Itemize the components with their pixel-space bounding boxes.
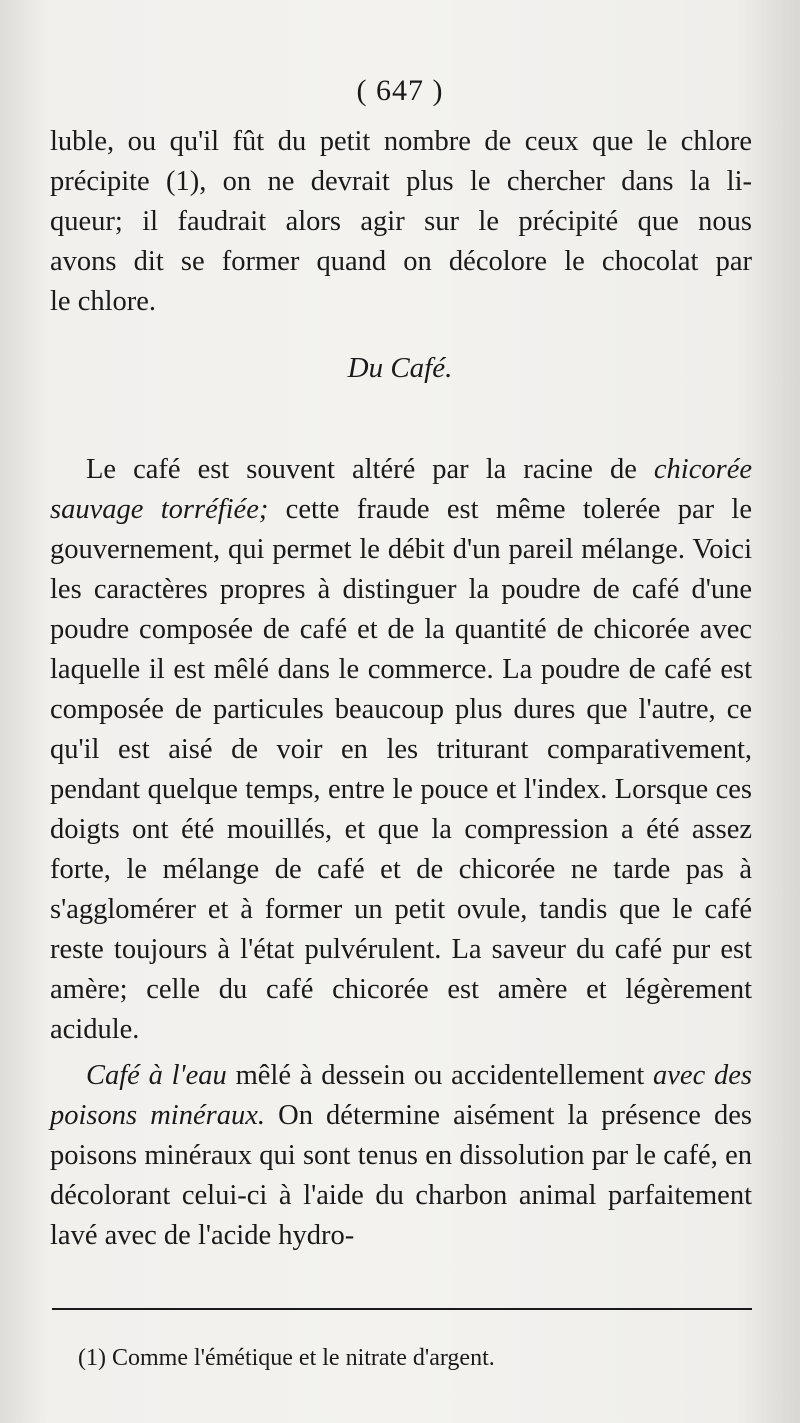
text-line: le chlore. bbox=[50, 286, 157, 317]
text-line: précipite (1), on ne devrait plus le chercher dans la li- bbox=[50, 166, 752, 197]
paragraph-cafe bbox=[50, 450, 752, 1050]
footnote-divider bbox=[52, 1308, 752, 1310]
italic-term: Café à l'eau bbox=[86, 1060, 227, 1091]
paragraph-poisons bbox=[50, 1056, 752, 1256]
page-number: ( 647 ) bbox=[356, 74, 444, 107]
paragraph-continuation bbox=[50, 122, 752, 322]
text-line: avons dit se former quand on décolore le chocolat par bbox=[50, 246, 752, 277]
paragraph-middle: mêlé à dessein ou accidentellement bbox=[235, 1060, 645, 1091]
italic-term: avec des poisons minéraux. bbox=[50, 1060, 753, 1131]
section-heading: Du Café. bbox=[347, 352, 453, 384]
italic-term: chicorée sauvage torréfiée; bbox=[50, 454, 753, 525]
footnote: (1) Comme l'émétique et le nitrate d'argent. bbox=[78, 1345, 495, 1371]
paragraph-body: On détermine aisément la présence des poisons minéraux qui sont tenus en dissolution par le café, en décolorant celui-ci à l'aide du charbon animal parfaitement lavé avec de l'acide hydro- bbox=[50, 1100, 752, 1251]
paragraph-lead: Le café est souvent altéré par la racine de bbox=[86, 454, 637, 485]
paragraph-body: cette fraude est même tolerée par le gouvernement, qui permet le débit d'un pareil mélange. Voici les caractères propres à distinguer la poudre de café d'une poudre composée de café et de la quantité de chicorée avec laquelle il est mêlé dans le commerce. La poudre de café est composée de particules beaucoup plus dures que l'autre, ce qu'il est aisé de voir en les triturant comparativement, pendant quelque temps, entre le pouce et l'index. Lorsque ces doigts ont été mouillés, et que la compression a été assez forte, le mélange de café et de chicorée ne tarde pas à s'agglomérer et à former un petit ovule, tandis que le café reste toujours à l'état pulvérulent. La saveur du café pur est amère; celle du café chicorée est amère et légèrement acidule. bbox=[50, 494, 752, 1045]
text-line: luble, ou qu'il fût du petit nombre de ceux que le chlore bbox=[50, 126, 752, 157]
text-line: queur; il faudrait alors agir sur le précipité que nous bbox=[50, 206, 752, 237]
